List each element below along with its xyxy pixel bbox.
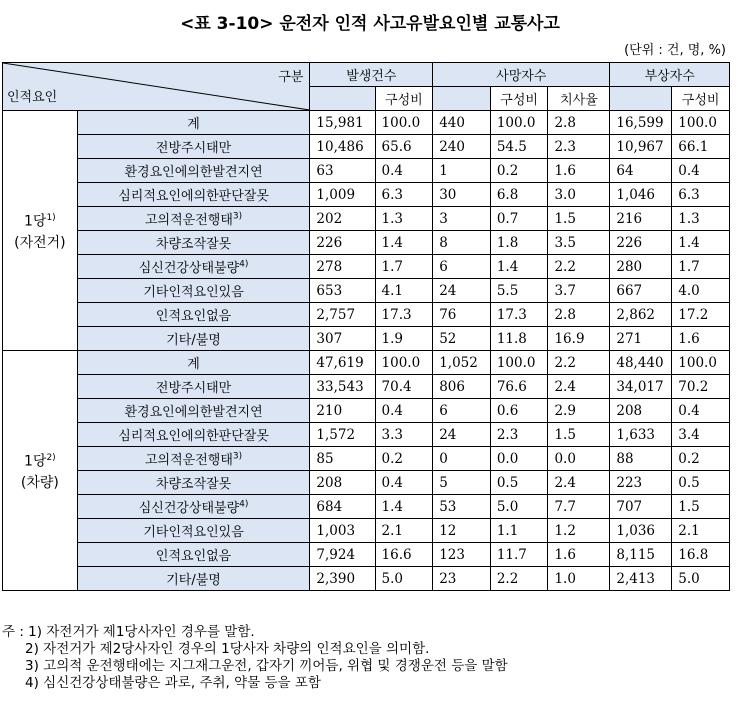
value-cell: 3 (433, 207, 491, 231)
value-cell: 12 (433, 519, 491, 543)
table-row (3, 375, 730, 399)
header-fatality-rate: 치사율 (548, 87, 610, 111)
group-label-cell (3, 111, 78, 351)
value-cell: 6 (433, 399, 491, 423)
value-cell: 17.3 (375, 303, 433, 327)
row-label-cell (77, 375, 310, 399)
value-cell: 4.1 (375, 279, 433, 303)
value-cell: 1,633 (610, 423, 672, 447)
value-cell: 1.6 (548, 543, 610, 567)
value-cell: 11.8 (490, 327, 548, 351)
row-label-cell (77, 159, 310, 183)
value-cell: 208 (310, 471, 375, 495)
value-cell: 0.2 (490, 159, 548, 183)
value-cell: 1.2 (548, 519, 610, 543)
footnote: 주 : 1) 자전거가 제1당사자인 경우를 말함. (2, 624, 255, 640)
value-cell: 123 (433, 543, 491, 567)
value-cell: 3.0 (548, 183, 610, 207)
value-cell: 6.8 (490, 183, 548, 207)
value-cell: 210 (310, 399, 375, 423)
value-cell: 2.4 (548, 375, 610, 399)
value-cell: 2.4 (548, 471, 610, 495)
value-cell: 0.5 (672, 471, 730, 495)
row-label-cell (77, 399, 310, 423)
value-cell: 2.2 (490, 567, 548, 591)
header-occurrence: 발생건수 (310, 63, 433, 87)
value-cell: 226 (310, 231, 375, 255)
value-cell: 2.9 (548, 399, 610, 423)
value-cell: 100.0 (672, 111, 730, 135)
row-label: 차량조작잘못 (155, 237, 232, 252)
value-cell: 1.8 (490, 231, 548, 255)
value-cell: 2,413 (610, 567, 672, 591)
value-cell: 1,003 (310, 519, 375, 543)
table-row (3, 159, 730, 183)
value-cell: 100.0 (672, 351, 730, 375)
value-cell: 2,757 (310, 303, 375, 327)
value-cell: 1.9 (375, 327, 433, 351)
row-label-cell (77, 543, 310, 567)
value-cell: 1.7 (672, 255, 730, 279)
value-cell: 6.3 (672, 183, 730, 207)
value-cell: 3.3 (375, 423, 433, 447)
header-blank-cell (433, 87, 491, 111)
row-label-cell (77, 327, 310, 351)
row-footnote-ref: 4) (239, 259, 249, 270)
value-cell: 2.8 (548, 303, 610, 327)
row-label: 환경요인에의한발견지연 (124, 405, 263, 420)
value-cell: 1.4 (490, 255, 548, 279)
table-row (3, 279, 730, 303)
value-cell: 85 (310, 447, 375, 471)
value-cell: 271 (610, 327, 672, 351)
row-label: 고의적운전행태 (144, 213, 233, 228)
value-cell: 100.0 (490, 351, 548, 375)
value-cell: 0.2 (672, 447, 730, 471)
value-cell: 3.7 (548, 279, 610, 303)
value-cell: 5.0 (672, 567, 730, 591)
table-row (3, 303, 730, 327)
value-cell: 70.4 (375, 375, 433, 399)
corner-label-category: 구분 (278, 70, 304, 85)
group-footnote-ref: 2) (46, 452, 56, 463)
value-cell: 1.4 (375, 495, 433, 519)
header-injuries: 부상자수 (610, 63, 730, 87)
table-row (3, 351, 730, 375)
value-cell: 8 (433, 231, 491, 255)
value-cell: 1.3 (672, 207, 730, 231)
value-cell: 1.1 (490, 519, 548, 543)
group-subtitle: (자전거) (14, 235, 66, 252)
value-cell: 1.4 (375, 231, 433, 255)
value-cell: 10,486 (310, 135, 375, 159)
row-label: 계 (187, 357, 200, 372)
unit-note: (단위 : 건, 명, %) (624, 43, 726, 58)
value-cell: 0.5 (490, 471, 548, 495)
row-label-cell (77, 231, 310, 255)
value-cell: 0.4 (672, 399, 730, 423)
value-cell: 88 (610, 447, 672, 471)
value-cell: 1 (433, 159, 491, 183)
row-label: 기타/불명 (166, 333, 221, 348)
value-cell: 5.5 (490, 279, 548, 303)
row-label: 심신건강상태불량 (138, 261, 240, 276)
value-cell: 5.0 (490, 495, 548, 519)
group-name: 1당 (24, 213, 47, 230)
value-cell: 1.3 (375, 207, 433, 231)
row-label-cell (77, 519, 310, 543)
value-cell: 0.0 (490, 447, 548, 471)
value-cell: 1.4 (672, 231, 730, 255)
value-cell: 1.6 (672, 327, 730, 351)
group-label-cell (3, 351, 78, 591)
value-cell: 8,115 (610, 543, 672, 567)
value-cell: 440 (433, 111, 491, 135)
value-cell: 17.3 (490, 303, 548, 327)
row-label-cell (77, 447, 310, 471)
row-label: 인적요인없음 (155, 309, 232, 324)
value-cell: 100.0 (375, 351, 433, 375)
value-cell: 30 (433, 183, 491, 207)
value-cell: 16.9 (548, 327, 610, 351)
corner-header-cell (3, 63, 310, 111)
row-label: 심신건강상태불량 (138, 501, 240, 516)
row-label-cell (77, 135, 310, 159)
table-row (3, 399, 730, 423)
row-label-cell (77, 183, 310, 207)
value-cell: 0.4 (375, 399, 433, 423)
value-cell: 2.8 (548, 111, 610, 135)
value-cell: 2.2 (548, 351, 610, 375)
header-deaths-composition: 구성비 (490, 87, 548, 111)
row-footnote-ref: 4) (239, 499, 249, 510)
value-cell: 76.6 (490, 375, 548, 399)
footnotes (2, 624, 738, 692)
value-cell: 208 (610, 399, 672, 423)
table-row (3, 471, 730, 495)
table-title: <표 3-10> 운전자 인적 사고유발요인별 교통사고 (180, 14, 560, 34)
value-cell: 684 (310, 495, 375, 519)
value-cell: 1,052 (433, 351, 491, 375)
value-cell: 6 (433, 255, 491, 279)
value-cell: 7.7 (548, 495, 610, 519)
value-cell: 23 (433, 567, 491, 591)
table-row (3, 111, 730, 135)
value-cell: 653 (310, 279, 375, 303)
value-cell: 2.1 (672, 519, 730, 543)
row-label: 기타/불명 (166, 573, 221, 588)
value-cell: 2.1 (375, 519, 433, 543)
value-cell: 1,036 (610, 519, 672, 543)
value-cell: 16.6 (375, 543, 433, 567)
footnote: 4) 심신건강상태불량은 과로, 주취, 약물 등을 포함 (25, 675, 321, 691)
row-label-cell (77, 303, 310, 327)
value-cell: 806 (433, 375, 491, 399)
value-cell: 15,981 (310, 111, 375, 135)
row-label-cell (77, 567, 310, 591)
value-cell: 2,390 (310, 567, 375, 591)
header-blank-cell (310, 87, 375, 111)
value-cell: 48,440 (610, 351, 672, 375)
value-cell: 0.0 (548, 447, 610, 471)
table-row (3, 423, 730, 447)
value-cell: 6.3 (375, 183, 433, 207)
row-footnote-ref: 3) (232, 451, 243, 462)
value-cell: 24 (433, 279, 491, 303)
footnote: 2) 자전거가 제2당사자인 경우의 1당사자 차량의 인적요인을 의미함. (25, 641, 430, 657)
table-row (3, 255, 730, 279)
value-cell: 278 (310, 255, 375, 279)
value-cell: 280 (610, 255, 672, 279)
value-cell: 0 (433, 447, 491, 471)
row-label-cell (77, 495, 310, 519)
row-label-cell (77, 111, 310, 135)
value-cell: 667 (610, 279, 672, 303)
header-blank-cell (610, 87, 672, 111)
row-label-cell (77, 423, 310, 447)
row-label: 전방주시태만 (155, 141, 232, 156)
table-row (3, 495, 730, 519)
table-row (3, 231, 730, 255)
value-cell: 17.2 (672, 303, 730, 327)
row-label: 전방주시태만 (155, 381, 232, 396)
row-label-cell (77, 279, 310, 303)
value-cell: 65.6 (375, 135, 433, 159)
value-cell: 1.6 (548, 159, 610, 183)
row-label: 차량조작잘못 (155, 477, 232, 492)
footnote: 3) 고의적 운전행태에는 지그재그운전, 갑자기 끼어듬, 위협 및 경쟁운전 등을 말함 (25, 658, 508, 674)
value-cell: 3.4 (672, 423, 730, 447)
row-label-cell (77, 471, 310, 495)
table-row (3, 135, 730, 159)
accident-table (2, 62, 730, 591)
value-cell: 1,046 (610, 183, 672, 207)
value-cell: 47,619 (310, 351, 375, 375)
table-row (3, 447, 730, 471)
value-cell: 1.5 (548, 207, 610, 231)
value-cell: 33,543 (310, 375, 375, 399)
table-row (3, 327, 730, 351)
value-cell: 0.6 (490, 399, 548, 423)
row-label: 인적요인없음 (155, 549, 232, 564)
value-cell: 223 (610, 471, 672, 495)
value-cell: 76 (433, 303, 491, 327)
value-cell: 2.2 (548, 255, 610, 279)
table-row (3, 543, 730, 567)
value-cell: 16.8 (672, 543, 730, 567)
value-cell: 0.7 (490, 207, 548, 231)
value-cell: 63 (310, 159, 375, 183)
value-cell: 100.0 (490, 111, 548, 135)
value-cell: 0.4 (375, 471, 433, 495)
group-name: 1당 (24, 453, 47, 470)
value-cell: 53 (433, 495, 491, 519)
value-cell: 240 (433, 135, 491, 159)
table-row (3, 207, 730, 231)
row-label-cell (77, 207, 310, 231)
value-cell: 70.2 (672, 375, 730, 399)
value-cell: 10,967 (610, 135, 672, 159)
table-row (3, 567, 730, 591)
value-cell: 24 (433, 423, 491, 447)
value-cell: 0.4 (672, 159, 730, 183)
value-cell: 34,017 (610, 375, 672, 399)
value-cell: 2,862 (610, 303, 672, 327)
value-cell: 5 (433, 471, 491, 495)
group-subtitle: (차량) (20, 475, 59, 492)
table-row (3, 183, 730, 207)
value-cell: 52 (433, 327, 491, 351)
value-cell: 16,599 (610, 111, 672, 135)
value-cell: 307 (310, 327, 375, 351)
row-label: 기타인적요인있음 (143, 525, 244, 540)
row-label: 고의적운전행태 (144, 453, 233, 468)
value-cell: 0.2 (375, 447, 433, 471)
value-cell: 100.0 (375, 111, 433, 135)
table-row (3, 519, 730, 543)
value-cell: 11.7 (490, 543, 548, 567)
value-cell: 54.5 (490, 135, 548, 159)
row-label: 환경요인에의한발견지연 (124, 165, 263, 180)
value-cell: 202 (310, 207, 375, 231)
row-label: 계 (187, 117, 200, 132)
value-cell: 7,924 (310, 543, 375, 567)
header-occurrence-composition: 구성비 (375, 87, 433, 111)
header-injuries-composition: 구성비 (672, 87, 730, 111)
value-cell: 1.5 (672, 495, 730, 519)
row-label: 심리적요인에의한판단잘못 (118, 429, 269, 444)
value-cell: 4.0 (672, 279, 730, 303)
value-cell: 707 (610, 495, 672, 519)
value-cell: 1,009 (310, 183, 375, 207)
header-deaths: 사망자수 (433, 63, 610, 87)
row-label-cell (77, 351, 310, 375)
value-cell: 1.0 (548, 567, 610, 591)
group-footnote-ref: 1) (46, 212, 56, 223)
value-cell: 5.0 (375, 567, 433, 591)
value-cell: 2.3 (490, 423, 548, 447)
value-cell: 3.5 (548, 231, 610, 255)
value-cell: 216 (610, 207, 672, 231)
value-cell: 1,572 (310, 423, 375, 447)
row-label: 심리적요인에의한판단잘못 (118, 189, 269, 204)
row-label-cell (77, 255, 310, 279)
corner-label-human-factor: 인적요인 (7, 90, 58, 105)
value-cell: 1.5 (548, 423, 610, 447)
row-footnote-ref: 3) (232, 211, 243, 222)
row-label: 기타인적요인있음 (143, 285, 244, 300)
value-cell: 66.1 (672, 135, 730, 159)
value-cell: 64 (610, 159, 672, 183)
value-cell: 1.7 (375, 255, 433, 279)
value-cell: 2.3 (548, 135, 610, 159)
value-cell: 0.4 (375, 159, 433, 183)
value-cell: 226 (610, 231, 672, 255)
